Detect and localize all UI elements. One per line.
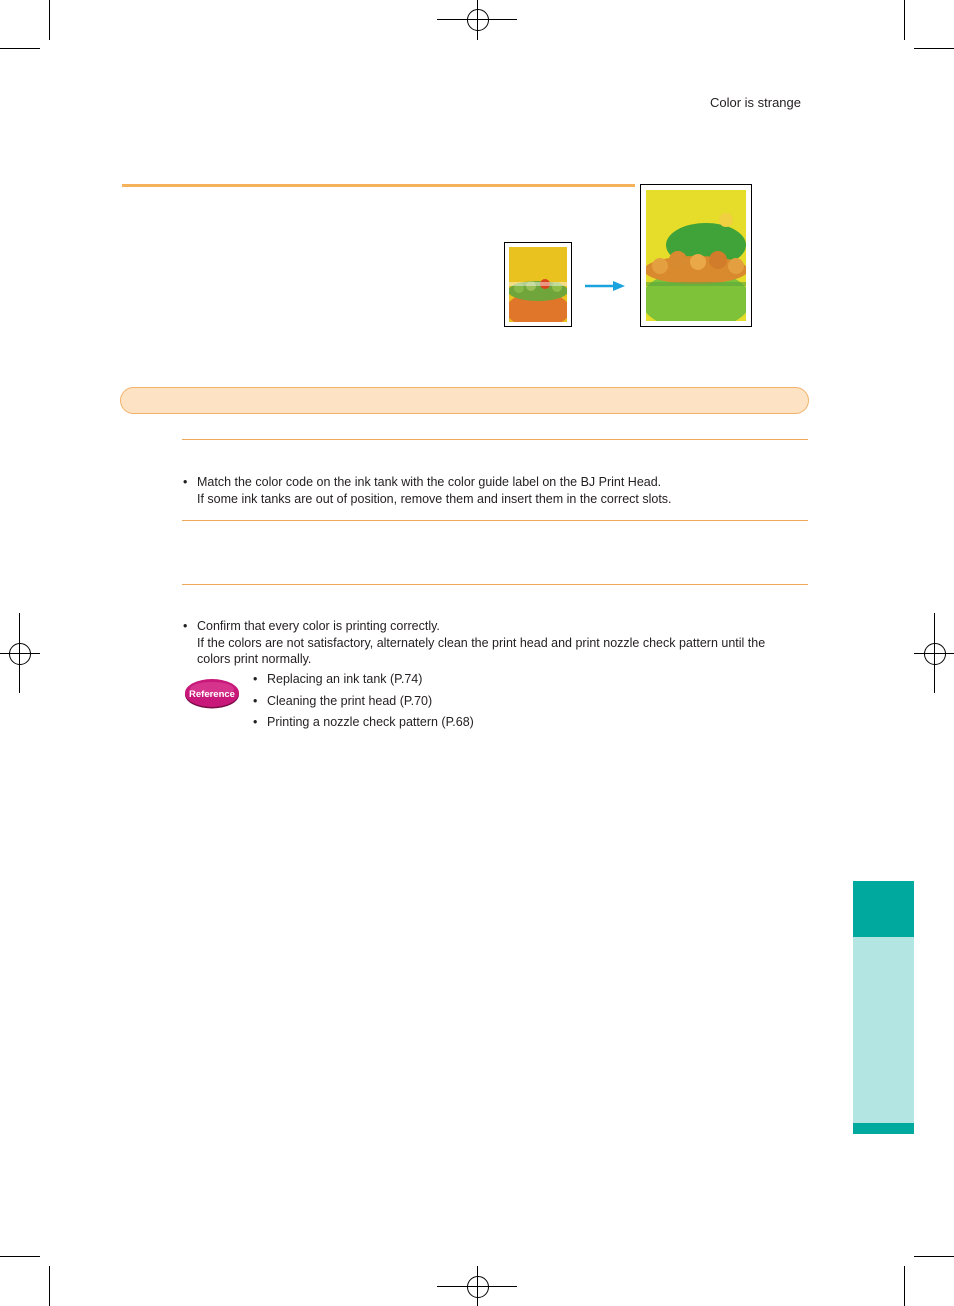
crop-mark bbox=[0, 1256, 40, 1257]
food-photo-large bbox=[646, 190, 746, 321]
bullet: • bbox=[253, 672, 258, 686]
reference-badge-icon bbox=[184, 678, 240, 709]
bullet: • bbox=[253, 694, 258, 708]
crop-mark bbox=[914, 1256, 954, 1257]
bullet: • bbox=[183, 475, 188, 489]
crop-mark bbox=[914, 48, 954, 49]
crop-mark bbox=[49, 1266, 50, 1306]
chapter-tab-panel bbox=[853, 937, 914, 1123]
sample-print-small bbox=[504, 242, 572, 327]
section1-line: If some ink tanks are out of position, remove them and insert them in the correct slots. bbox=[197, 491, 672, 506]
divider-rule bbox=[182, 584, 808, 585]
section2-line: If the colors are not satisfactory, alternately clean the print head and print nozzle check pattern until the bbox=[197, 635, 766, 650]
section1-line: Match the color code on the ink tank with the color guide label on the BJ Print Head. bbox=[197, 475, 662, 489]
reference-link-label: Cleaning the print head (P.70) bbox=[267, 694, 433, 708]
divider-rule bbox=[182, 439, 808, 440]
section-heading-rule bbox=[122, 184, 635, 187]
crop-mark bbox=[49, 0, 50, 40]
food-photo-small bbox=[509, 247, 567, 322]
chapter-tab-footer bbox=[853, 1123, 914, 1134]
bullet: • bbox=[183, 619, 188, 633]
reference-link-label: Printing a nozzle check pattern (P.68) bbox=[267, 715, 474, 729]
section2-line: colors print normally. bbox=[197, 652, 312, 666]
section-banner bbox=[120, 387, 809, 414]
sample-print-large bbox=[640, 184, 752, 327]
page-header-title: Color is strange bbox=[709, 95, 801, 110]
section2-line: Confirm that every color is printing correctly. bbox=[197, 619, 440, 633]
divider-rule bbox=[182, 520, 808, 521]
crop-mark bbox=[904, 1266, 905, 1306]
crop-mark bbox=[904, 0, 905, 40]
arrow-right-icon bbox=[585, 280, 625, 292]
reference-link-label: Replacing an ink tank (P.74) bbox=[267, 672, 423, 686]
chapter-tab-marker bbox=[853, 881, 914, 937]
crop-mark bbox=[0, 48, 40, 49]
reference-badge-label: Reference bbox=[189, 689, 235, 700]
bullet: • bbox=[253, 715, 258, 729]
